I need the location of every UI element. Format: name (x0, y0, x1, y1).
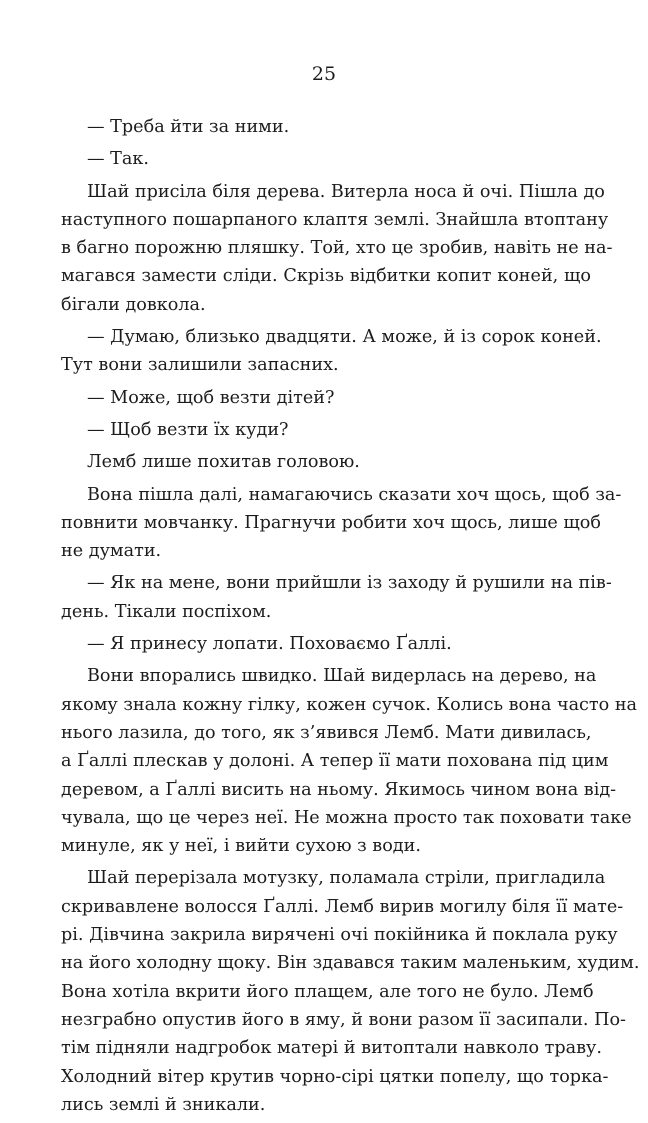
paragraph (61, 416, 591, 444)
text-line: повнити мовчанку. Прагнучи робити хоч щось, лише щоб (61, 512, 601, 533)
text-line: — Може, щоб везти дітей? (87, 387, 335, 408)
text-line: а Ґаллі плескав у долоні. А тепер її мати похована під цим (61, 751, 609, 772)
text-line: — Треба йти за ними. (87, 117, 290, 137)
text-line: нього лазила, до того, як з’явився Лемб. Мати дивилась, (61, 722, 592, 743)
text-line: лись землі й зникали. (61, 1094, 266, 1115)
text-line: бігали довкола. (61, 294, 206, 315)
paragraph (61, 630, 591, 658)
paragraph (61, 145, 591, 173)
text-line: не думати. (61, 541, 162, 562)
page-number: 25 (311, 63, 337, 85)
text-line: в багно порожню пляшку. Той, хто це зробив, навіть не на- (61, 238, 613, 259)
paragraph (61, 113, 591, 141)
text-line: наступного пошарпаного клаптя землі. Знайшла втоптану (61, 209, 609, 230)
paragraph (61, 864, 640, 1119)
text-line: рі. Дівчина закрила вирячені очі покійника й поклала руку (61, 925, 618, 946)
text-line: — Я принесу лопати. Поховаємо Ґаллі. (87, 634, 452, 655)
paragraph (61, 323, 602, 380)
text-line: Шай перерізала мотузку, поламала стріли, пригладила (87, 868, 606, 889)
paragraph (61, 448, 591, 476)
text-line: скривавлене волосся Ґаллі. Лемб вирив могилу біля її мате- (61, 896, 624, 917)
text-line: якому знала кожну гілку, кожен сучок. Колись вона часто на (61, 694, 638, 715)
text-line: Лемб лише похитав головою. (87, 452, 360, 473)
text-line: — Як на мене, вони прийшли із заходу й рушили на пів- (87, 573, 612, 594)
paragraph (61, 481, 622, 566)
body-text (61, 113, 640, 1123)
text-line: день. Тікали поспіхом. (61, 601, 272, 622)
text-line: Вона пішла далі, намагаючись сказати хоч щось, щоб за- (87, 484, 622, 505)
paragraph (61, 384, 591, 412)
text-line: Тут вони залишили запасних. (61, 355, 339, 376)
text-line: магався замести сліди. Скрізь відбитки копит коней, що (61, 266, 591, 287)
paragraph (61, 662, 638, 860)
paragraph (61, 178, 613, 319)
text-line: тім підняли надгробок матері й витоптали навколо траву. (61, 1038, 602, 1059)
text-line: Холодний вітер крутив чорно-сірі цятки попелу, що торка- (61, 1066, 609, 1087)
text-line: деревом, а Ґаллі висить на ньому. Якимось чином вона від- (61, 779, 617, 800)
paragraph (61, 569, 612, 626)
text-line: на його холодну щоку. Він здавався таким маленьким, худим. (61, 953, 640, 974)
text-line: минуле, як у неї, і вийти сухою з води. (61, 836, 421, 857)
text-line: Вони впорались швидко. Шай видерлась на дерево, на (87, 666, 597, 687)
text-line: — Щоб везти їх куди? (87, 419, 289, 440)
text-line: Шай присіла біля дерева. Витерла носа й очі. Пішла до (87, 181, 605, 202)
text-line: — Думаю, близько двадцяти. А може, й із сорок коней. (87, 327, 602, 348)
text-line: Вона хотіла вкрити його плащем, але того не було. Лемб (61, 981, 594, 1002)
text-line: — Так. (87, 149, 149, 170)
text-line: чувала, що це через неї. Не можна просто так поховати таке (61, 807, 632, 828)
text-line: незграбно опустив його в яму, й вони разом її засипали. По- (61, 1009, 627, 1030)
